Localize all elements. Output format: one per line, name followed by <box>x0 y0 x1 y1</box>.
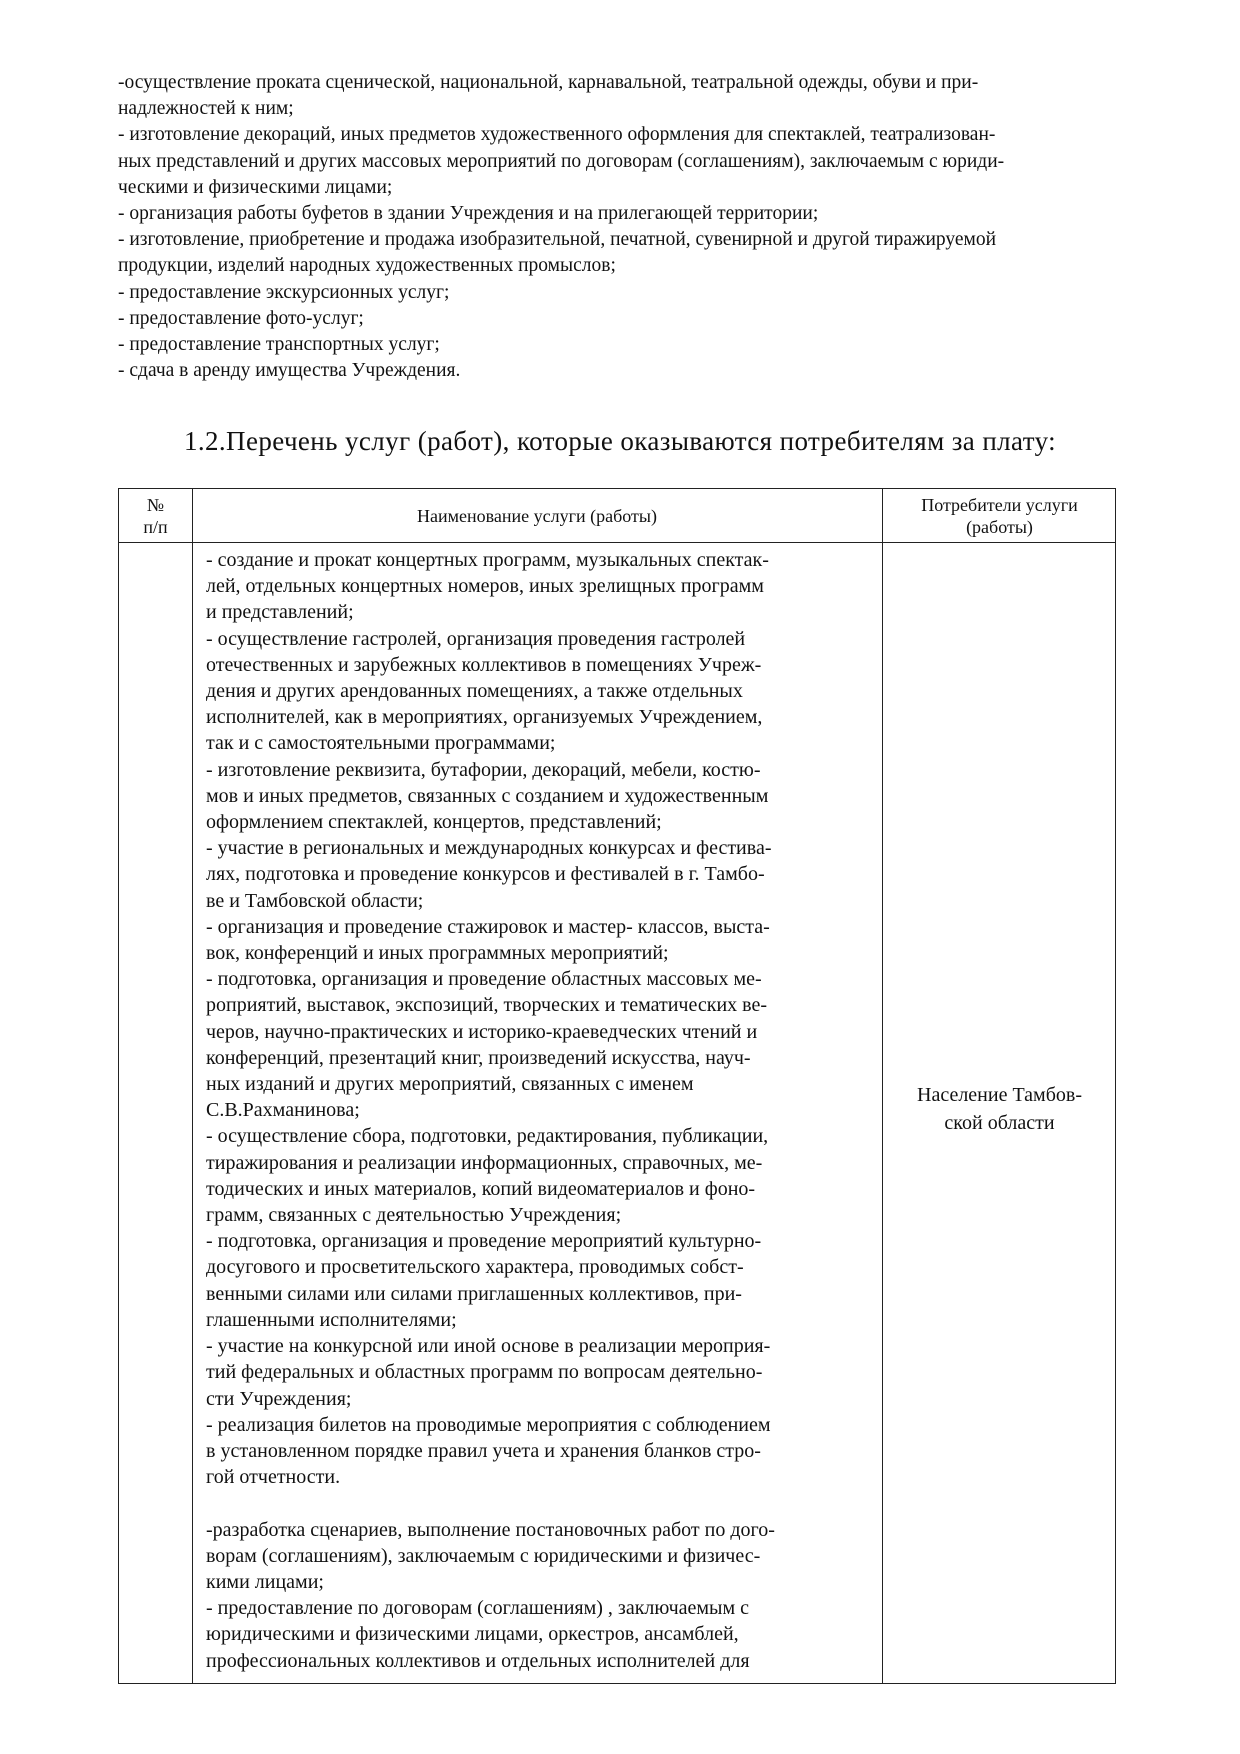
service-line: глашенными исполнителями; <box>206 1308 457 1331</box>
service-line: - подготовка, организация и проведение областных массовых ме- <box>206 968 762 991</box>
service-line: тий федеральных и областных программ по вопросам деятельно- <box>206 1361 763 1384</box>
service-line: профессиональных коллективов и отдельных исполнителей для <box>206 1649 750 1672</box>
service-line: юридическими и физическими лицами, оркестров, ансамблей, <box>206 1623 739 1646</box>
service-line: кими лицами; <box>206 1570 324 1593</box>
service-line: ве и Тамбовской области; <box>206 889 424 912</box>
service-line: конференций, презентаций книг, произведений искусства, науч- <box>206 1046 751 1069</box>
service-line: отечественных и зарубежных коллективов в помещениях Учреж- <box>206 653 762 676</box>
consumer-line: ской области <box>944 1112 1055 1134</box>
service-line: ворам (соглашениям), заключаемым с юридическими и физичес- <box>206 1544 761 1567</box>
service-line: вок, конференций и иных программных мероприятий; <box>206 942 669 965</box>
service-line: - подготовка, организация и проведение мероприятий культурно- <box>206 1230 762 1253</box>
service-line: - предоставление по договорам (соглашениям) , заключаемым с <box>206 1597 750 1620</box>
service-line: тодических и иных материалов, копий видеоматериалов и фоно- <box>206 1177 756 1200</box>
service-line: оформлением спектаклей, концертов, представлений; <box>206 811 662 834</box>
service-line: сти Учреждения; <box>206 1387 352 1410</box>
service-line: грамм, связанных с деятельностью Учреждения; <box>206 1204 622 1227</box>
service-line: гой отчетности. <box>206 1466 341 1489</box>
intro-line: - изготовление, приобретение и продажа изобразительной, печатной, сувенирной и другой тиражируемой <box>118 229 997 251</box>
section-title: 1.2.Перечень услуг (работ), которые оказываются потребителям за плату: <box>183 426 1057 456</box>
consumer-line: Население Тамбов- <box>917 1084 1082 1106</box>
intro-line: - предоставление транспортных услуг; <box>118 334 440 356</box>
service-line: С.В.Рахманинова; <box>206 1099 360 1122</box>
intro-paragraph <box>118 70 1163 384</box>
consumers-cell <box>882 1081 1117 1137</box>
service-line: мов и иных предметов, связанных с созданием и художественным <box>206 784 769 807</box>
intro-line: - изготовление декораций, иных предметов художественного оформления для спектаклей, театрализован- <box>118 124 996 146</box>
service-line: дения и других арендованных помещениях, а также отдельных <box>206 680 743 703</box>
intro-line: - организация работы буфетов в здании Учреждения и на прилегающей территории; <box>118 203 819 225</box>
service-line: тиражирования и реализации информационных, справочных, ме- <box>206 1151 763 1174</box>
service-line: ных изданий и других мероприятий, связанных с именем <box>206 1073 694 1096</box>
intro-line: - предоставление экскурсионных услуг; <box>118 281 450 303</box>
service-line: лей, отдельных концертных номеров, иных зрелищных программ <box>206 575 764 598</box>
intro-line: - предоставление фото-услуг; <box>118 307 364 329</box>
service-line: - осуществление сбора, подготовки, редактирования, публикации, <box>206 1125 769 1148</box>
service-line: досугового и просветительского характера, проводимых собст- <box>206 1256 744 1279</box>
service-line: - реализация билетов на проводимые мероприятия с соблюдением <box>206 1413 771 1436</box>
service-line: и представлений; <box>206 601 354 624</box>
service-line <box>206 1490 882 1516</box>
service-line: -разработка сценариев, выполнение постановочных работ по дого- <box>206 1518 775 1541</box>
service-line: роприятий, выставок, экспозиций, творческих и тематических ве- <box>206 994 768 1017</box>
intro-line: ческими и физическими лицами; <box>118 176 393 198</box>
header-consumers: Потребители услуги (работы) <box>921 494 1078 537</box>
header-num: № п/п <box>143 494 168 537</box>
service-line: лях, подготовка и проведение конкурсов и фестивалей в г. Тамбо- <box>206 863 765 886</box>
service-line: - изготовление реквизита, бутафории, декораций, мебели, костю- <box>206 758 761 781</box>
service-line: исполнителей, как в мероприятиях, организуемых Учреждением, <box>206 706 763 729</box>
services-table <box>118 488 1116 1684</box>
intro-line: продукции, изделий народных художественных промыслов; <box>118 255 616 277</box>
service-line: - организация и проведение стажировок и мастер- классов, выста- <box>206 915 770 938</box>
services-cell <box>206 547 882 1674</box>
service-line: так и с самостоятельными программами; <box>206 732 556 755</box>
service-line: венными силами или силами приглашенных коллективов, при- <box>206 1282 742 1305</box>
column-divider <box>192 489 193 1683</box>
intro-line: -осуществление проката сценической, национальной, карнавальной, театральной одежды, обуви и при- <box>118 72 979 93</box>
service-line: - участие в региональных и международных конкурсах и фестива- <box>206 837 772 860</box>
header-service-name: Наименование услуги (работы) <box>417 505 657 526</box>
service-line: черов, научно-практических и историко-краеведческих чтений и <box>206 1020 758 1043</box>
intro-line: надлежностей к ним; <box>118 98 294 120</box>
intro-line: ных представлений и других массовых мероприятий по договорам (соглашениям), заключаемым с юриди- <box>118 150 1005 172</box>
service-line: в установленном порядке правил учета и хранения бланков стро- <box>206 1439 761 1462</box>
service-line: - осуществление гастролей, организация проведения гастролей <box>206 627 746 650</box>
header-divider <box>119 542 1115 543</box>
service-line: - участие на конкурсной или иной основе в реализации мероприя- <box>206 1335 771 1358</box>
intro-line: - сдача в аренду имущества Учреждения. <box>118 360 461 382</box>
service-line: - создание и прокат концертных программ, музыкальных спектак- <box>206 549 769 571</box>
